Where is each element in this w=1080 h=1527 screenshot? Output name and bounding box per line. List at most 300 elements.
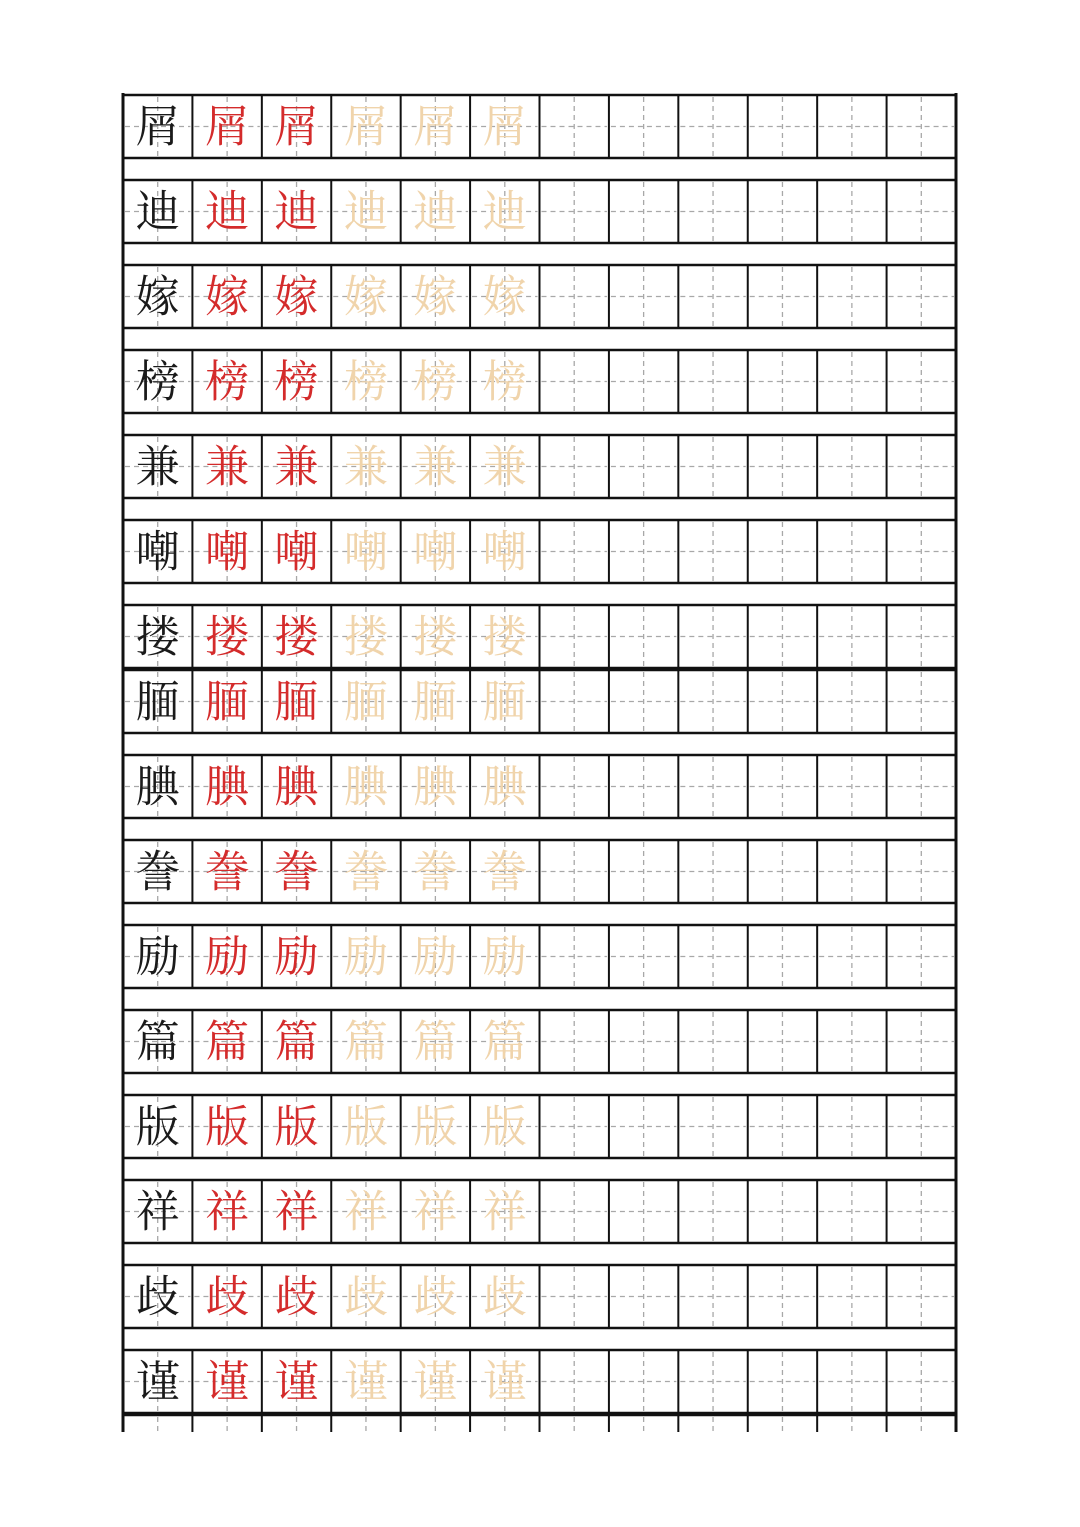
practice-row [123, 435, 956, 498]
trace-character-red: 腆 [205, 761, 250, 813]
writing-cell[interactable] [540, 755, 609, 818]
writing-cell[interactable] [678, 670, 747, 733]
writing-cell[interactable] [748, 1180, 817, 1243]
writing-cell[interactable] [470, 350, 539, 413]
writing-cell[interactable] [470, 1265, 539, 1328]
trace-character-faint: 搂 [413, 611, 458, 663]
writing-cell[interactable] [470, 520, 539, 583]
writing-cell[interactable] [331, 1350, 400, 1413]
writing-cell[interactable] [123, 1350, 192, 1413]
writing-cell[interactable] [678, 520, 747, 583]
trace-character-red: 嘲 [205, 526, 250, 578]
writing-cell[interactable] [331, 95, 400, 158]
writing-cell[interactable] [887, 265, 956, 328]
trace-character-faint: 誊 [343, 846, 388, 898]
practice-row [123, 520, 956, 583]
writing-cell[interactable] [609, 840, 678, 903]
trace-character-faint: 迪 [343, 186, 388, 238]
trace-character-faint: 屑 [482, 101, 527, 153]
writing-cell[interactable] [609, 1265, 678, 1328]
practice-row [123, 840, 956, 903]
writing-cell[interactable] [123, 1265, 192, 1328]
writing-cell[interactable] [401, 1010, 470, 1073]
trace-character-faint: 腼 [482, 676, 527, 728]
writing-cell[interactable] [470, 670, 539, 733]
writing-cell[interactable] [887, 350, 956, 413]
writing-cell[interactable] [748, 435, 817, 498]
model-character: 歧 [135, 1271, 180, 1323]
trace-character-red: 搂 [274, 611, 319, 663]
trace-character-faint: 誊 [482, 846, 527, 898]
writing-cell[interactable] [123, 520, 192, 583]
writing-cell[interactable] [192, 670, 261, 733]
writing-cell[interactable] [331, 840, 400, 903]
writing-cell[interactable] [609, 1350, 678, 1413]
trace-character-faint: 版 [482, 1101, 527, 1153]
writing-cell[interactable] [401, 435, 470, 498]
writing-cell[interactable] [678, 350, 747, 413]
writing-cell[interactable] [470, 755, 539, 818]
writing-cell[interactable] [817, 350, 886, 413]
model-character: 誊 [135, 846, 180, 898]
writing-cell[interactable] [817, 520, 886, 583]
writing-cell[interactable] [887, 1095, 956, 1158]
practice-row [123, 1350, 956, 1413]
writing-cell[interactable] [262, 605, 331, 668]
writing-cell[interactable] [262, 1350, 331, 1413]
model-character: 篇 [135, 1016, 180, 1068]
writing-cell[interactable] [540, 840, 609, 903]
writing-cell[interactable] [192, 1180, 261, 1243]
writing-cell[interactable] [401, 520, 470, 583]
writing-cell[interactable] [331, 520, 400, 583]
writing-cell[interactable] [401, 755, 470, 818]
writing-cell[interactable] [401, 1095, 470, 1158]
writing-cell[interactable] [262, 350, 331, 413]
writing-cell[interactable] [540, 350, 609, 413]
writing-cell[interactable] [817, 840, 886, 903]
writing-cell[interactable] [401, 95, 470, 158]
trace-character-faint: 迪 [482, 186, 527, 238]
writing-cell[interactable] [540, 605, 609, 668]
writing-cell[interactable] [123, 1095, 192, 1158]
trace-character-faint: 歧 [343, 1271, 388, 1323]
writing-cell[interactable] [748, 1010, 817, 1073]
writing-cell[interactable] [678, 755, 747, 818]
trace-character-faint: 搂 [482, 611, 527, 663]
writing-cell[interactable] [401, 350, 470, 413]
writing-cell[interactable] [470, 265, 539, 328]
writing-cell[interactable] [817, 1010, 886, 1073]
writing-cell[interactable] [262, 1010, 331, 1073]
writing-cell[interactable] [817, 95, 886, 158]
writing-cell[interactable] [262, 435, 331, 498]
trace-character-faint: 迪 [413, 186, 458, 238]
model-character: 腼 [135, 676, 180, 728]
writing-cell[interactable] [748, 670, 817, 733]
practice-row [123, 1095, 956, 1158]
writing-cell[interactable] [817, 755, 886, 818]
trace-character-red: 誊 [274, 846, 319, 898]
writing-cell[interactable] [401, 605, 470, 668]
writing-cell[interactable] [609, 265, 678, 328]
writing-cell[interactable] [401, 840, 470, 903]
trace-character-faint: 腼 [413, 676, 458, 728]
practice-row [123, 350, 956, 413]
writing-cell[interactable] [331, 435, 400, 498]
writing-cell[interactable] [262, 95, 331, 158]
writing-cell[interactable] [609, 435, 678, 498]
trace-character-red: 歧 [205, 1271, 250, 1323]
writing-cell[interactable] [609, 1010, 678, 1073]
writing-cell[interactable] [678, 1095, 747, 1158]
writing-cell[interactable] [678, 265, 747, 328]
writing-cell[interactable] [887, 1010, 956, 1073]
writing-cell[interactable] [540, 1010, 609, 1073]
trace-character-faint: 歧 [413, 1271, 458, 1323]
trace-character-faint: 励 [482, 931, 527, 983]
writing-cell[interactable] [887, 520, 956, 583]
trace-character-red: 屑 [274, 101, 319, 153]
trace-character-red: 篇 [205, 1016, 250, 1068]
trace-character-red: 腼 [274, 676, 319, 728]
writing-cell[interactable] [540, 1180, 609, 1243]
trace-character-faint: 兼 [413, 441, 458, 493]
writing-cell[interactable] [609, 605, 678, 668]
trace-character-red: 谨 [205, 1356, 250, 1408]
writing-cell[interactable] [540, 265, 609, 328]
writing-cell[interactable] [678, 435, 747, 498]
trace-character-faint: 腆 [413, 761, 458, 813]
writing-cell[interactable] [470, 840, 539, 903]
writing-cell[interactable] [401, 180, 470, 243]
writing-cell[interactable] [748, 925, 817, 988]
writing-cell[interactable] [262, 265, 331, 328]
model-character: 搂 [135, 611, 180, 663]
writing-cell[interactable] [470, 435, 539, 498]
writing-cell[interactable] [609, 95, 678, 158]
writing-cell[interactable] [887, 180, 956, 243]
trace-character-faint: 腆 [343, 761, 388, 813]
writing-cell[interactable] [331, 265, 400, 328]
writing-cell[interactable] [887, 670, 956, 733]
trace-character-red: 嫁 [274, 271, 319, 323]
writing-cell[interactable] [192, 605, 261, 668]
writing-cell[interactable] [887, 435, 956, 498]
writing-cell[interactable] [192, 350, 261, 413]
trace-character-red: 誊 [205, 846, 250, 898]
model-character: 祥 [135, 1186, 180, 1238]
writing-cell[interactable] [401, 670, 470, 733]
practice-row [123, 755, 956, 818]
trace-character-faint: 兼 [482, 441, 527, 493]
model-character: 嫁 [135, 271, 180, 323]
practice-row [123, 1265, 956, 1328]
writing-cell[interactable] [817, 265, 886, 328]
writing-cell[interactable] [192, 265, 261, 328]
model-character: 嘲 [135, 526, 180, 578]
trace-character-red: 祥 [274, 1186, 319, 1238]
writing-cell[interactable] [540, 1350, 609, 1413]
writing-cell[interactable] [540, 1265, 609, 1328]
trace-character-red: 腆 [274, 761, 319, 813]
writing-cell[interactable] [470, 925, 539, 988]
writing-cell[interactable] [401, 1265, 470, 1328]
writing-cell[interactable] [262, 755, 331, 818]
writing-cell[interactable] [817, 925, 886, 988]
writing-cell[interactable] [331, 1180, 400, 1243]
trace-character-red: 嫁 [205, 271, 250, 323]
trace-character-red: 励 [274, 931, 319, 983]
writing-cell[interactable] [609, 520, 678, 583]
writing-cell[interactable] [540, 435, 609, 498]
writing-cell[interactable] [470, 1010, 539, 1073]
writing-cell[interactable] [609, 180, 678, 243]
writing-cell[interactable] [817, 670, 886, 733]
writing-cell[interactable] [817, 435, 886, 498]
writing-cell[interactable] [817, 180, 886, 243]
writing-cell[interactable] [470, 605, 539, 668]
writing-cell[interactable] [470, 1095, 539, 1158]
writing-cell[interactable] [192, 1095, 261, 1158]
writing-cell[interactable] [748, 605, 817, 668]
writing-cell[interactable] [123, 350, 192, 413]
writing-cell[interactable] [123, 1180, 192, 1243]
trace-character-faint: 搂 [343, 611, 388, 663]
writing-cell[interactable] [748, 1350, 817, 1413]
trace-character-faint: 篇 [343, 1016, 388, 1068]
trace-character-faint: 屑 [413, 101, 458, 153]
writing-cell[interactable] [678, 605, 747, 668]
writing-cell[interactable] [123, 180, 192, 243]
writing-cell[interactable] [678, 180, 747, 243]
trace-character-faint: 谨 [413, 1356, 458, 1408]
writing-cell[interactable] [331, 605, 400, 668]
trace-character-faint: 嫁 [482, 271, 527, 323]
writing-cell[interactable] [331, 1010, 400, 1073]
writing-cell[interactable] [470, 95, 539, 158]
writing-cell[interactable] [401, 1350, 470, 1413]
practice-row [123, 265, 956, 328]
writing-cell[interactable] [540, 670, 609, 733]
trace-character-faint: 嘲 [482, 526, 527, 578]
writing-cell[interactable] [748, 1265, 817, 1328]
writing-cell[interactable] [887, 1350, 956, 1413]
writing-cell[interactable] [609, 1095, 678, 1158]
trace-character-red: 版 [274, 1101, 319, 1153]
writing-cell[interactable] [123, 1010, 192, 1073]
trace-character-faint: 屑 [343, 101, 388, 153]
trace-character-faint: 嘲 [413, 526, 458, 578]
writing-cell[interactable] [678, 925, 747, 988]
trace-character-faint: 兼 [343, 441, 388, 493]
trace-character-red: 兼 [274, 441, 319, 493]
trace-character-faint: 谨 [482, 1356, 527, 1408]
writing-cell[interactable] [748, 840, 817, 903]
writing-cell[interactable] [331, 670, 400, 733]
writing-cell[interactable] [609, 755, 678, 818]
writing-cell[interactable] [331, 350, 400, 413]
writing-cell[interactable] [401, 1180, 470, 1243]
writing-cell[interactable] [678, 1350, 747, 1413]
writing-cell[interactable] [817, 1350, 886, 1413]
trace-character-faint: 誊 [413, 846, 458, 898]
trace-character-faint: 版 [413, 1101, 458, 1153]
trace-character-red: 迪 [205, 186, 250, 238]
trace-character-faint: 嫁 [413, 271, 458, 323]
writing-cell[interactable] [887, 95, 956, 158]
trace-character-red: 屑 [205, 101, 250, 153]
writing-cell[interactable] [678, 95, 747, 158]
model-character: 榜 [135, 356, 180, 408]
writing-cell[interactable] [540, 1095, 609, 1158]
writing-cell[interactable] [540, 180, 609, 243]
trace-character-red: 歧 [274, 1271, 319, 1323]
trace-character-faint: 祥 [343, 1186, 388, 1238]
writing-cell[interactable] [678, 840, 747, 903]
writing-cell[interactable] [331, 925, 400, 988]
writing-cell[interactable] [262, 1265, 331, 1328]
writing-cell[interactable] [192, 925, 261, 988]
writing-cell[interactable] [262, 520, 331, 583]
trace-character-red: 兼 [205, 441, 250, 493]
writing-cell[interactable] [678, 1180, 747, 1243]
writing-cell[interactable] [678, 1265, 747, 1328]
writing-cell[interactable] [887, 1180, 956, 1243]
writing-cell[interactable] [331, 1095, 400, 1158]
practice-row [123, 670, 956, 733]
writing-cell[interactable] [887, 755, 956, 818]
trace-character-faint: 榜 [413, 356, 458, 408]
trace-character-red: 搂 [205, 611, 250, 663]
writing-cell[interactable] [887, 1265, 956, 1328]
writing-cell[interactable] [262, 1095, 331, 1158]
writing-cell[interactable] [748, 350, 817, 413]
model-character: 谨 [135, 1356, 180, 1408]
writing-cell[interactable] [123, 840, 192, 903]
model-character: 迪 [135, 186, 180, 238]
trace-character-faint: 励 [413, 931, 458, 983]
writing-cell[interactable] [331, 180, 400, 243]
writing-cell[interactable] [123, 265, 192, 328]
writing-cell[interactable] [192, 1350, 261, 1413]
writing-cell[interactable] [192, 435, 261, 498]
writing-cell[interactable] [123, 670, 192, 733]
writing-cell[interactable] [748, 265, 817, 328]
writing-cell[interactable] [817, 1095, 886, 1158]
trace-character-red: 版 [205, 1101, 250, 1153]
writing-cell[interactable] [262, 840, 331, 903]
trace-character-faint: 榜 [343, 356, 388, 408]
trace-character-faint: 励 [343, 931, 388, 983]
practice-row [123, 95, 956, 158]
writing-cell[interactable] [609, 1180, 678, 1243]
writing-cell[interactable] [748, 180, 817, 243]
writing-cell[interactable] [540, 95, 609, 158]
model-character: 兼 [135, 441, 180, 493]
writing-cell[interactable] [401, 925, 470, 988]
writing-cell[interactable] [470, 180, 539, 243]
writing-cell[interactable] [470, 1350, 539, 1413]
practice-row [123, 1180, 956, 1243]
writing-cell[interactable] [401, 265, 470, 328]
trace-character-faint: 榜 [482, 356, 527, 408]
practice-row [123, 605, 956, 668]
trace-character-faint: 歧 [482, 1271, 527, 1323]
writing-cell[interactable] [748, 1095, 817, 1158]
writing-cell[interactable] [123, 95, 192, 158]
writing-cell[interactable] [123, 925, 192, 988]
writing-cell[interactable] [262, 1180, 331, 1243]
writing-cell[interactable] [123, 605, 192, 668]
trace-character-faint: 谨 [343, 1356, 388, 1408]
trace-character-faint: 腆 [482, 761, 527, 813]
writing-cell[interactable] [331, 1265, 400, 1328]
writing-cell[interactable] [540, 520, 609, 583]
writing-cell[interactable] [192, 1010, 261, 1073]
writing-cell[interactable] [609, 670, 678, 733]
trace-character-faint: 嘲 [343, 526, 388, 578]
trace-character-red: 迪 [274, 186, 319, 238]
trace-character-red: 榜 [205, 356, 250, 408]
writing-cell[interactable] [887, 925, 956, 988]
trace-character-faint: 嫁 [343, 271, 388, 323]
trace-character-faint: 篇 [482, 1016, 527, 1068]
writing-cell[interactable] [192, 840, 261, 903]
writing-cell[interactable] [609, 925, 678, 988]
practice-row [123, 1010, 956, 1073]
writing-cell[interactable] [609, 350, 678, 413]
writing-cell[interactable] [748, 95, 817, 158]
trace-character-faint: 祥 [413, 1186, 458, 1238]
trace-character-faint: 腼 [343, 676, 388, 728]
model-character: 屑 [135, 101, 180, 153]
writing-cell[interactable] [123, 435, 192, 498]
writing-cell[interactable] [123, 755, 192, 818]
writing-cell[interactable] [470, 1180, 539, 1243]
writing-cell[interactable] [887, 840, 956, 903]
writing-cell[interactable] [192, 180, 261, 243]
model-character: 腆 [135, 761, 180, 813]
writing-cell[interactable] [192, 95, 261, 158]
trace-character-faint: 篇 [413, 1016, 458, 1068]
writing-cell[interactable] [192, 1265, 261, 1328]
writing-cell[interactable] [817, 1180, 886, 1243]
writing-cell[interactable] [748, 520, 817, 583]
model-character: 励 [135, 931, 180, 983]
writing-cell[interactable] [817, 1265, 886, 1328]
writing-cell[interactable] [817, 605, 886, 668]
trace-character-faint: 祥 [482, 1186, 527, 1238]
writing-cell[interactable] [192, 755, 261, 818]
trace-character-red: 嘲 [274, 526, 319, 578]
trace-character-faint: 版 [343, 1101, 388, 1153]
trace-character-red: 篇 [274, 1016, 319, 1068]
writing-cell[interactable] [540, 925, 609, 988]
writing-cell[interactable] [262, 925, 331, 988]
writing-cell[interactable] [192, 520, 261, 583]
writing-cell[interactable] [262, 180, 331, 243]
trace-character-red: 祥 [205, 1186, 250, 1238]
writing-cell[interactable] [678, 1010, 747, 1073]
practice-row [123, 925, 956, 988]
trace-character-red: 榜 [274, 356, 319, 408]
model-character: 版 [135, 1101, 180, 1153]
writing-cell[interactable] [331, 755, 400, 818]
writing-cell[interactable] [262, 670, 331, 733]
writing-cell[interactable] [748, 755, 817, 818]
writing-cell[interactable] [887, 605, 956, 668]
